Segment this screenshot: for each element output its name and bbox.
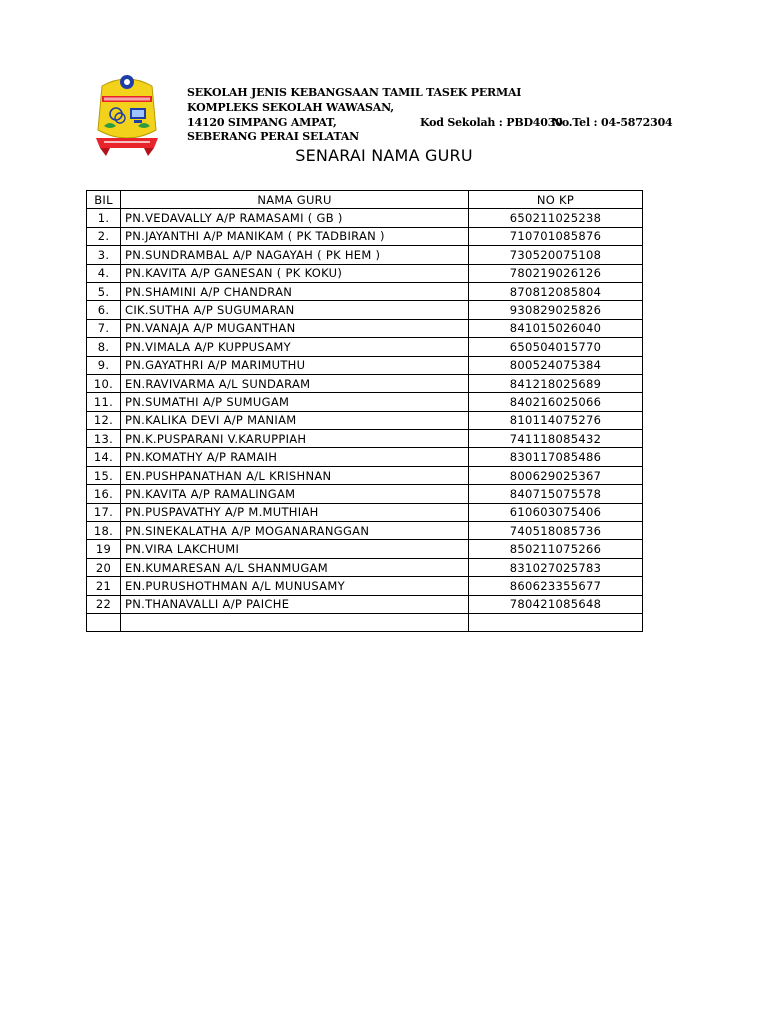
table-header-row	[87, 191, 643, 209]
school-phone: No.Tel : 04-5872304	[552, 116, 673, 129]
table-row	[87, 246, 643, 264]
row-number: 20	[87, 558, 121, 576]
school-complex: KOMPLEKS SEKOLAH WAWASAN,	[187, 101, 394, 114]
teacher-name: PN.SHAMINI A/P CHANDRAN	[121, 282, 469, 300]
ic-number: 610603075406	[469, 503, 643, 521]
school-name: SEKOLAH JENIS KEBANGSAAN TAMIL TASEK PERMAI	[187, 86, 522, 99]
table-row	[87, 595, 643, 613]
school-postcode-city: 14120 SIMPANG AMPAT,	[187, 116, 337, 129]
teacher-name: PN.THANAVALLI A/P PAICHE	[121, 595, 469, 613]
teacher-name: PN.VANAJA A/P MUGANTHAN	[121, 319, 469, 337]
ic-number: 650504015770	[469, 338, 643, 356]
teacher-name: PN.PUSPAVATHY A/P M.MUTHIAH	[121, 503, 469, 521]
table-row	[87, 209, 643, 227]
table-row	[87, 411, 643, 429]
ic-number: 810114075276	[469, 411, 643, 429]
table-row	[87, 485, 643, 503]
column-header-kp: NO KP	[469, 191, 643, 209]
school-code: Kod Sekolah : PBD4030	[420, 116, 563, 129]
ic-number: 740518085736	[469, 522, 643, 540]
row-number: 18.	[87, 522, 121, 540]
table-row	[87, 227, 643, 245]
ic-number: 830117085486	[469, 448, 643, 466]
table-row	[87, 374, 643, 392]
row-number: 3.	[87, 246, 121, 264]
ic-number: 741118085432	[469, 430, 643, 448]
table-row	[87, 282, 643, 300]
row-number: 9.	[87, 356, 121, 374]
table-row	[87, 466, 643, 484]
row-number: 5.	[87, 282, 121, 300]
row-number: 7.	[87, 319, 121, 337]
row-number: 10.	[87, 374, 121, 392]
ic-number: 860623355677	[469, 577, 643, 595]
table-row	[87, 577, 643, 595]
ic-number: 650211025238	[469, 209, 643, 227]
row-number: 8.	[87, 338, 121, 356]
teacher-name: PN.KOMATHY A/P RAMAIH	[121, 448, 469, 466]
ic-number: 850211075266	[469, 540, 643, 558]
ic-number: 780219026126	[469, 264, 643, 282]
row-number: 4.	[87, 264, 121, 282]
ic-number: 841218025689	[469, 374, 643, 392]
row-number: 15.	[87, 466, 121, 484]
row-number: 19	[87, 540, 121, 558]
teacher-list-table	[86, 190, 643, 632]
table-row	[87, 319, 643, 337]
row-number: 11.	[87, 393, 121, 411]
row-number: 2.	[87, 227, 121, 245]
document-title: SENARAI NAMA GURU	[295, 146, 473, 165]
teacher-name	[121, 613, 469, 631]
table-row	[87, 264, 643, 282]
teacher-name: PN.SUMATHI A/P SUMUGAM	[121, 393, 469, 411]
row-number: 6.	[87, 301, 121, 319]
teacher-name: PN.VIMALA A/P KUPPUSAMY	[121, 338, 469, 356]
table-row	[87, 430, 643, 448]
ic-number: 840715075578	[469, 485, 643, 503]
teacher-name: PN.JAYANTHI A/P MANIKAM ( PK TADBIRAN )	[121, 227, 469, 245]
row-number: 12.	[87, 411, 121, 429]
row-number: 17.	[87, 503, 121, 521]
row-number: 1.	[87, 209, 121, 227]
teacher-name: PN.SUNDRAMBAL A/P NAGAYAH ( PK HEM )	[121, 246, 469, 264]
column-header-bil: BIL	[87, 191, 121, 209]
column-header-name: NAMA GURU	[121, 191, 469, 209]
ic-number: 800524075384	[469, 356, 643, 374]
table-body	[87, 209, 643, 632]
ic-number: 831027025783	[469, 558, 643, 576]
ic-number: 841015026040	[469, 319, 643, 337]
table-row	[87, 558, 643, 576]
table-row	[87, 338, 643, 356]
teacher-name: EN.PURUSHOTHMAN A/L MUNUSAMY	[121, 577, 469, 595]
school-district: SEBERANG PERAI SELATAN	[187, 130, 360, 143]
ic-number: 730520075108	[469, 246, 643, 264]
teacher-name: PN.KAVITA A/P GANESAN ( PK KOKU)	[121, 264, 469, 282]
row-number: 16.	[87, 485, 121, 503]
teacher-name: PN.KAVITA A/P RAMALINGAM	[121, 485, 469, 503]
teacher-name: EN.PUSHPANATHAN A/L KRISHNAN	[121, 466, 469, 484]
teacher-name: PN.SINEKALATHA A/P MOGANARANGGAN	[121, 522, 469, 540]
table-row	[87, 522, 643, 540]
table-row	[87, 448, 643, 466]
teacher-name: PN.KALIKA DEVI A/P MANIAM	[121, 411, 469, 429]
ic-number: 800629025367	[469, 466, 643, 484]
teacher-name: EN.KUMARESAN A/L SHANMUGAM	[121, 558, 469, 576]
teacher-name: EN.RAVIVARMA A/L SUNDARAM	[121, 374, 469, 392]
ic-number: 780421085648	[469, 595, 643, 613]
teacher-name: PN.VEDAVALLY A/P RAMASAMI ( GB )	[121, 209, 469, 227]
row-number: 14.	[87, 448, 121, 466]
table-row	[87, 503, 643, 521]
ic-number	[469, 613, 643, 631]
row-number: 13.	[87, 430, 121, 448]
row-number: 21	[87, 577, 121, 595]
ic-number: 710701085876	[469, 227, 643, 245]
table-row	[87, 540, 643, 558]
table-row	[87, 356, 643, 374]
table-row	[87, 393, 643, 411]
teacher-name: PN.VIRA LAKCHUMI	[121, 540, 469, 558]
ic-number: 840216025066	[469, 393, 643, 411]
row-number	[87, 613, 121, 631]
teacher-name: CIK.SUTHA A/P SUGUMARAN	[121, 301, 469, 319]
ic-number: 870812085804	[469, 282, 643, 300]
table-row	[87, 613, 643, 631]
teacher-name: PN.K.PUSPARANI V.KARUPPIAH	[121, 430, 469, 448]
teacher-name: PN.GAYATHRI A/P MARIMUTHU	[121, 356, 469, 374]
row-number: 22	[87, 595, 121, 613]
table-row	[87, 301, 643, 319]
ic-number: 930829025826	[469, 301, 643, 319]
